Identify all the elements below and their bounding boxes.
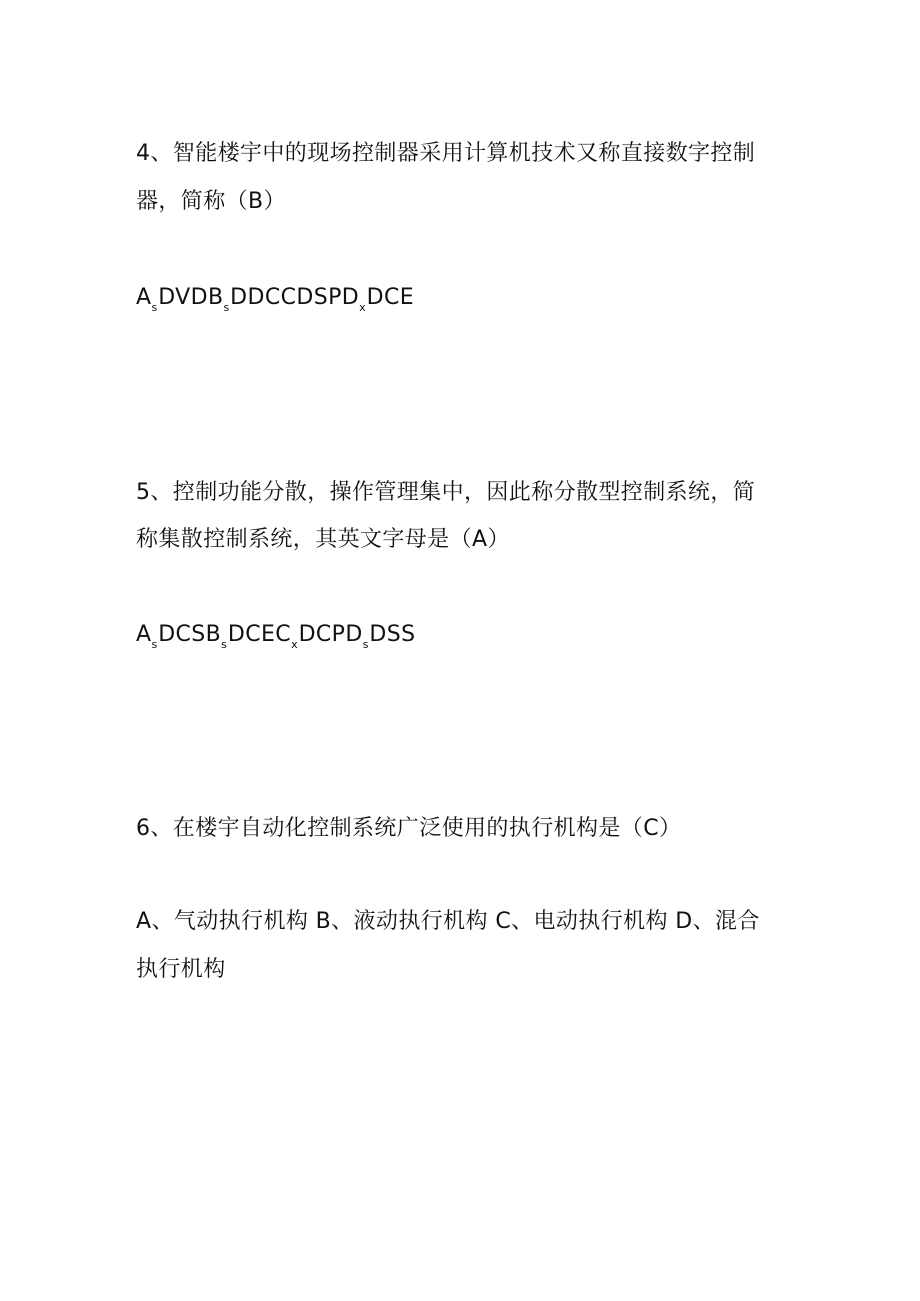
question-4-stem-line2: 器，简称（B） xyxy=(136,189,286,214)
q4-option-b-sub: s xyxy=(223,301,230,314)
q5-option-c-sub: x xyxy=(291,638,298,651)
q5-option-rest: DSS xyxy=(369,622,416,647)
q4-option-x-sub: x xyxy=(359,301,366,314)
question-5-stem-line2: 称集散控制系统，其英文字母是（A） xyxy=(136,527,510,552)
q5-option-b-text: DCEC xyxy=(227,622,292,647)
q5-option-a-letter: A xyxy=(136,622,152,647)
q5-option-d-sub: s xyxy=(362,638,369,651)
question-4-stem-line1: 4、智能楼宇中的现场控制器采用计算机技术又称直接数字控制 xyxy=(136,141,756,166)
q5-option-b-sub: s xyxy=(221,638,227,651)
q4-option-b-letter: B xyxy=(207,285,224,310)
question-5-options xyxy=(136,620,786,653)
question-6-options-line1: A、气动执行机构 B、液动执行机构 C、电动执行机构 D、混合 xyxy=(136,909,760,934)
question-5-stem-line1: 5、控制功能分散，操作管理集中，因此称分散型控制系统，简 xyxy=(136,480,756,505)
question-4-options xyxy=(136,283,786,316)
q4-option-a-sub: s xyxy=(151,301,158,314)
q5-option-a-sub: s xyxy=(151,638,158,651)
q5-option-a-text: DCS xyxy=(158,622,206,647)
q4-option-a-text: DVD xyxy=(158,285,208,310)
q5-option-b-letter: B xyxy=(205,622,222,647)
q4-option-rest: DCE xyxy=(366,285,415,310)
q4-option-a-letter: A xyxy=(136,285,152,310)
q5-option-c-text: DCPD xyxy=(298,622,363,647)
question-6-stem: 6、在楼宇自动化控制系统广泛使用的执行机构是（C） xyxy=(136,816,682,841)
question-6-options-line2: 执行机构 xyxy=(136,957,226,982)
q4-option-b-text: DDCCDSPD xyxy=(230,285,360,310)
